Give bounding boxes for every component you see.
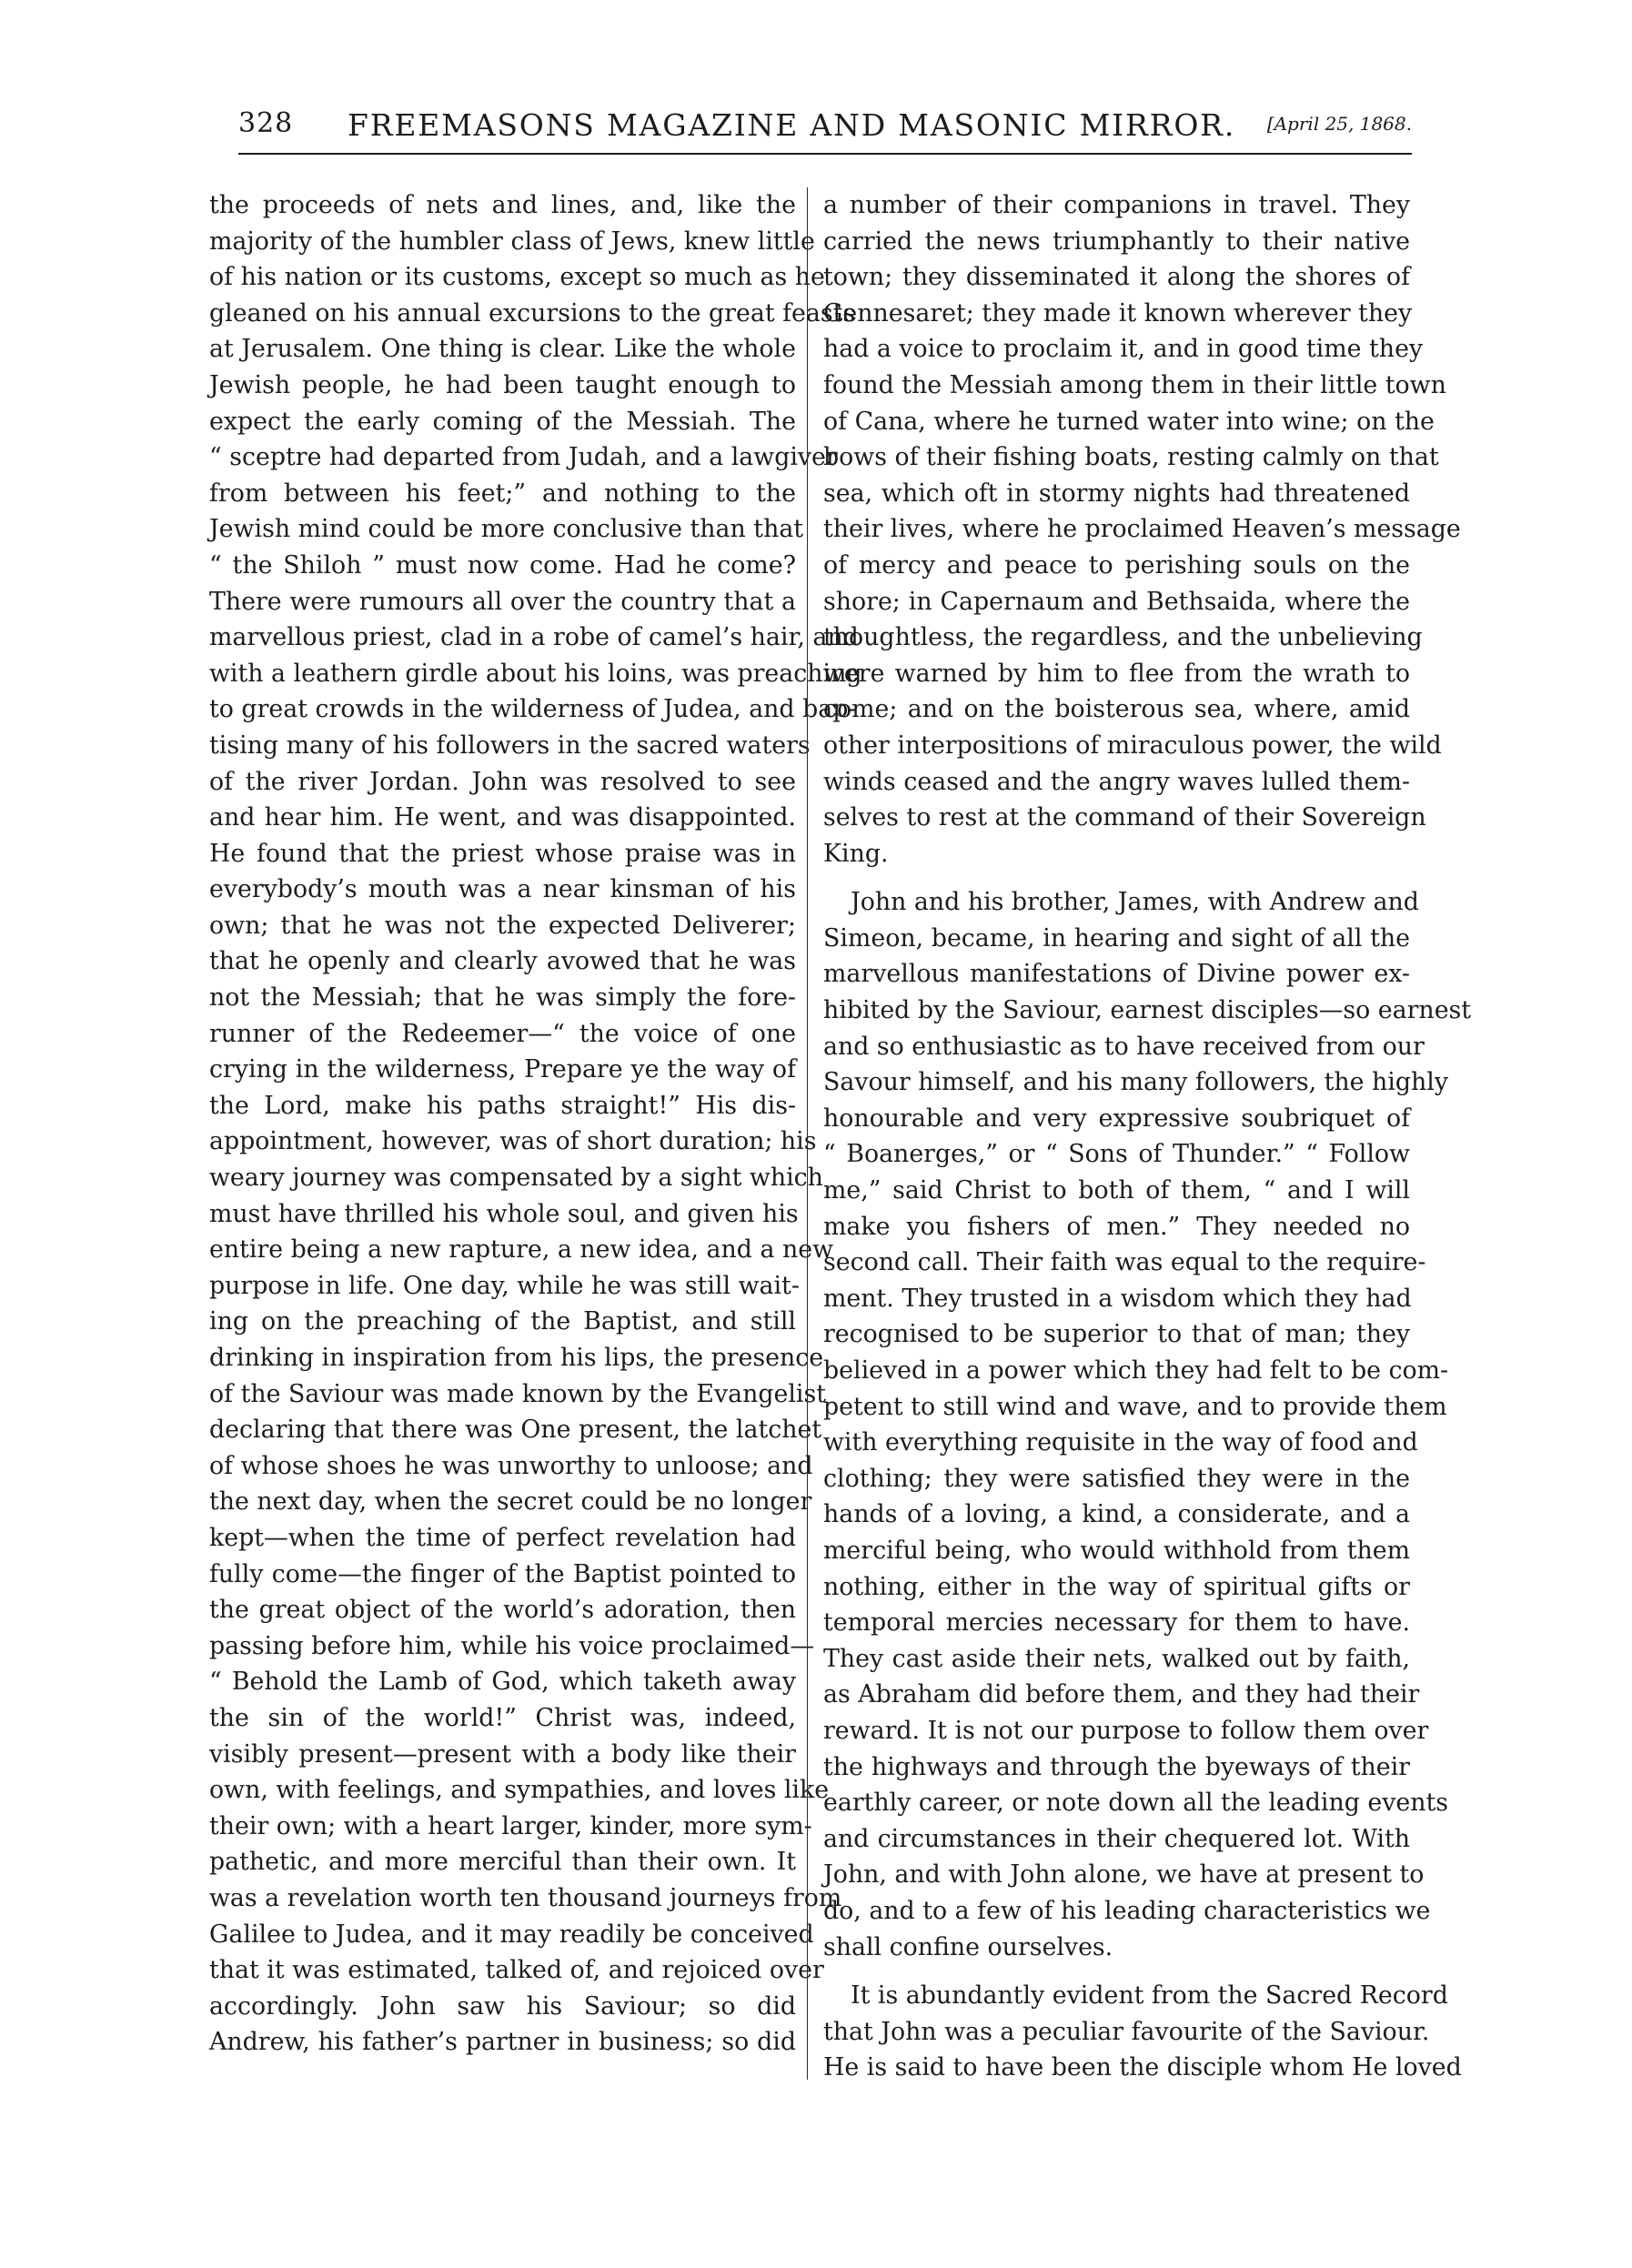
text-line: drinking in inspiration from his lips, the presence (209, 1344, 824, 1372)
text-line: majority of the humbler class of Jews, knew little (209, 227, 815, 256)
text-line: the next day, when the secret could be no longer (209, 1487, 812, 1517)
text-line: a number of their companions in travel. They (823, 191, 1410, 219)
text-line: was a revelation worth ten thousand journeys from (209, 1883, 842, 1912)
text-line: Galilee to Judea, and it may readily be conceived (209, 1920, 814, 1949)
text-line: John and his brother, James, with Andrew and (851, 888, 1419, 917)
text-line: bows of their fishing boats, resting calmly on that (823, 443, 1439, 472)
text-line: weary journey was compensated by a sight which (209, 1164, 823, 1193)
text-line: They cast aside their nets, walked out by faith, (823, 1644, 1410, 1673)
text-line: of his nation or its customs, except so much as he (209, 263, 825, 292)
text-line: that he openly and clearly avowed that he was (209, 947, 796, 976)
text-line: winds ceased and the angry waves lulled them- (823, 767, 1410, 796)
paragraph-gap (823, 872, 1410, 884)
text-line: Jewish people, he had been taught enough to (209, 370, 796, 399)
text-line: own, with feelings, and sympathies, and loves like (209, 1776, 830, 1805)
text-line: the great object of the world’s adoration, then (209, 1596, 796, 1625)
text-line: believed in a power which they had felt to be com- (823, 1356, 1449, 1385)
text-line: the proceeds of nets and lines, and, like the (209, 191, 796, 219)
text-line: must have thrilled his whole soul, and given his (209, 1199, 799, 1228)
text-line: not the Messiah; that he was simply the fore- (209, 983, 796, 1013)
text-line: that John was a peculiar favourite of the Saviour. (823, 2017, 1430, 2046)
text-line: King. (823, 839, 889, 868)
text-line: second call. Their faith was equal to the require- (823, 1248, 1426, 1277)
text-line: reward. It is not our purpose to follow them over (823, 1716, 1429, 1745)
text-line: their own; with a heart larger, kinder, more sym- (209, 1811, 812, 1840)
text-line: Jewish mind could be more conclusive than that (209, 515, 804, 544)
text-line: the sin of the world!” Christ was, indeed, (209, 1703, 796, 1732)
text-line: It is abundantly evident from the Sacred Record (851, 1981, 1448, 2011)
page-header (238, 107, 1412, 162)
text-line: of the river Jordan. John was resolved to see (209, 767, 796, 796)
text-line: town; they disseminated it along the shores of (823, 263, 1410, 292)
text-line: appointment, however, was of short duration; his (209, 1127, 817, 1156)
text-line: to great crowds in the wilderness of Judea, and bap- (209, 695, 857, 724)
text-line: recognised to be superior to that of man; they (823, 1320, 1410, 1349)
text-line: “ Behold the Lamb of God, which taketh away (209, 1668, 796, 1697)
text-line: clothing; they were satisfied they were in the (823, 1464, 1410, 1493)
text-line: declaring that there was One present, the latchet (209, 1416, 822, 1445)
text-line: “ sceptre had departed from Judah, and a lawgiver (209, 443, 838, 472)
text-line: gleaned on his annual excursions to the great feasts (209, 298, 856, 328)
text-line: the Lord, make his paths straight!” His dis- (209, 1091, 796, 1120)
text-line: the highways and through the byeways of their (823, 1752, 1410, 1781)
text-line: other interpositions of miraculous power, the wild (823, 731, 1442, 760)
text-line: marvellous priest, clad in a robe of camel’s hair, and (209, 623, 859, 652)
text-line: ment. They trusted in a wisdom which they had (823, 1284, 1412, 1313)
text-line: temporal mercies necessary for them to have. (823, 1608, 1410, 1638)
text-line: “ the Shiloh ” must now come. Had he come? (209, 550, 796, 580)
text-line: at Jerusalem. One thing is clear. Like the whole (209, 335, 796, 364)
left-column (209, 187, 862, 2080)
text-line: do, and to a few of his leading characteristics we (823, 1896, 1431, 1925)
text-line: that it was estimated, talked of, and rejoiced over (209, 1956, 824, 1985)
text-line: sea, which oft in stormy nights had threatened (823, 479, 1410, 508)
text-line: hands of a loving, a kind, a considerate, and a (823, 1500, 1410, 1529)
text-line: accordingly. John saw his Saviour; so did (209, 1991, 796, 2021)
text-line: “ Boanerges,” or “ Sons of Thunder.” “ Follow (823, 1140, 1410, 1169)
text-line: selves to rest at the command of their Sovereign (823, 803, 1426, 832)
text-line: were warned by him to flee from the wrath to (823, 659, 1410, 688)
text-line: of whose shoes he was unworthy to unloose; and (209, 1451, 813, 1480)
text-line: honourable and very expressive soubriquet of (823, 1104, 1410, 1133)
text-line: runner of the Redeemer—“ the voice of one (209, 1019, 796, 1048)
text-line: from between his feet;” and nothing to the (209, 479, 796, 508)
text-line: ing on the preaching of the Baptist, and still (209, 1307, 796, 1336)
text-line: merciful being, who would withhold from them (823, 1536, 1410, 1565)
text-line: own; that he was not the expected Deliverer; (209, 911, 796, 940)
issue-date: [April 25, 1868. (1266, 113, 1412, 135)
text-line: tising many of his followers in the sacred waters (209, 731, 811, 760)
column-divider (807, 187, 808, 2080)
text-line: carried the news triumphantly to their native (823, 227, 1410, 256)
text-line: me,” said Christ to both of them, “ and I will (823, 1176, 1410, 1205)
text-line: nothing, either in the way of spiritual gifts or (823, 1572, 1410, 1601)
text-line: as Abraham did before them, and they had their (823, 1680, 1420, 1709)
text-line: of the Saviour was made known by the Evangelist (209, 1379, 826, 1408)
text-line: shore; in Capernaum and Bethsaida, where the (823, 587, 1410, 616)
text-line: petent to still wind and wave, and to provide them (823, 1392, 1447, 1421)
text-line: everybody’s mouth was a near kinsman of his (209, 875, 796, 904)
text-line: Gennesaret; they made it known wherever they (823, 298, 1413, 328)
text-line: of Cana, where he turned water into wine; on the (823, 407, 1435, 436)
text-line: with a leathern girdle about his loins, was preaching (209, 659, 862, 688)
text-line: and so enthusiastic as to have received from our (823, 1032, 1425, 1061)
text-line: thoughtless, the regardless, and the unbelieving (823, 623, 1423, 652)
text-line: their lives, where he proclaimed Heaven’s message (823, 515, 1461, 544)
text-line: fully come—the finger of the Baptist pointed to (209, 1559, 796, 1588)
text-line: hibited by the Saviour, earnest disciples—so earnest (823, 996, 1472, 1025)
text-line: marvellous manifestations of Divine power ex- (823, 960, 1410, 989)
text-line: pathetic, and more merciful than their own. It (209, 1848, 796, 1877)
text-line: had a voice to proclaim it, and in good time they (823, 335, 1424, 364)
text-line: Simeon, became, in hearing and sight of all the (823, 923, 1410, 953)
text-line: of mercy and peace to perishing souls on the (823, 550, 1410, 580)
text-line: and hear him. He went, and was disappointed. (209, 803, 796, 832)
text-line: earthly career, or note down all the leading events (823, 1789, 1449, 1818)
text-line: He is said to have been the disciple whom He loved (823, 2053, 1462, 2082)
text-line: come; and on the boisterous sea, where, amid (823, 695, 1410, 724)
text-line: passing before him, while his voice proclaimed— (209, 1631, 815, 1660)
paragraph-gap (823, 1965, 1410, 1978)
text-line: shall confine ourselves. (823, 1932, 1113, 1961)
text-line: with everything requisite in the way of food and (823, 1428, 1418, 1457)
text-line: found the Messiah among them in their little town (823, 370, 1446, 399)
text-line: and circumstances in their chequered lot. With (823, 1824, 1410, 1853)
text-line: He found that the priest whose praise was in (209, 839, 796, 868)
text-line: entire being a new rapture, a new idea, and a new (209, 1235, 834, 1265)
header-rule (238, 153, 1412, 155)
text-line: kept—when the time of perfect revelation had (209, 1523, 796, 1552)
text-line: purpose in life. One day, while he was still wait- (209, 1271, 800, 1300)
text-line: make you fishers of men.” They needed no (823, 1212, 1410, 1241)
page-number: 328 (238, 107, 294, 139)
text-line: There were rumours all over the country that a (209, 587, 796, 616)
text-line: expect the early coming of the Messiah. The (209, 407, 796, 436)
right-column (823, 187, 1472, 2082)
text-line: visibly present—present with a body like their (209, 1739, 796, 1769)
text-line: crying in the wilderness, Prepare ye the way of (209, 1055, 796, 1084)
running-title: FREEMASONS MAGAZINE AND MASONIC MIRROR. (348, 107, 1236, 143)
text-line: Andrew, his father’s partner in business; so did (209, 2028, 796, 2057)
text-line: John, and with John alone, we have at present to (823, 1860, 1425, 1890)
text-line: Savour himself, and his many followers, the highly (823, 1068, 1448, 1097)
